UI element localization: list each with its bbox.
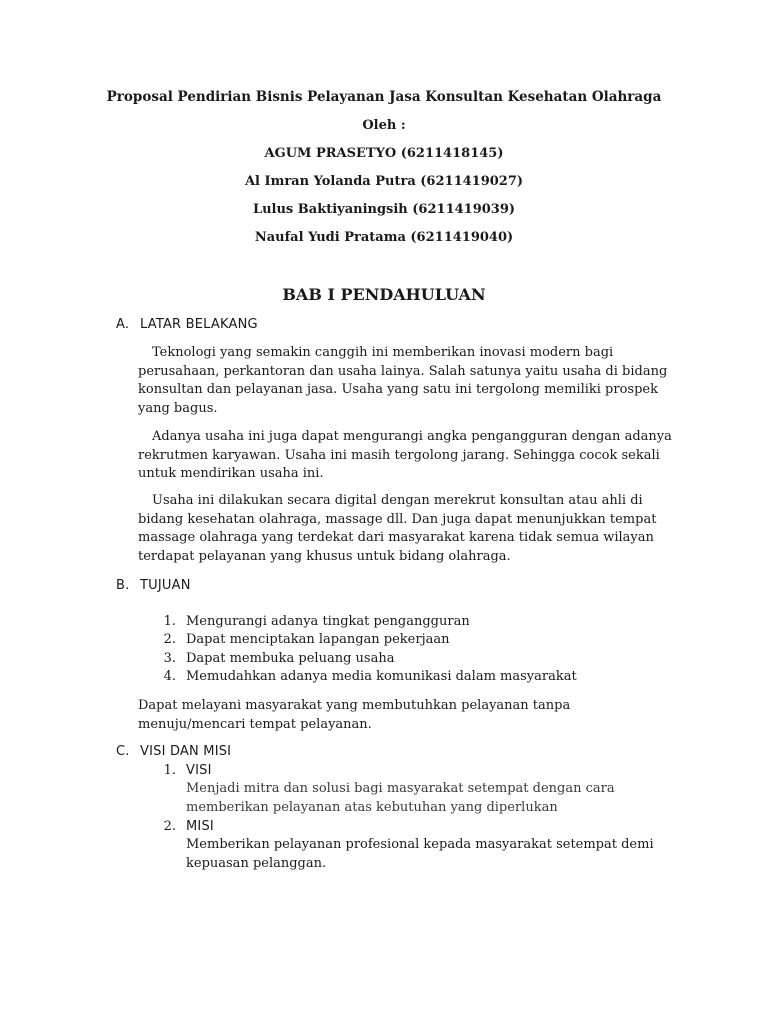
section-a-paragraph-2: Adanya usaha ini juga dapat mengurangi angka pengangguran dengan adanya rekrutmen karyawan. Usaha ini masih tergolong jarang. Sehingga cocok sekali untuk mendirikan usaha ini.: [138, 429, 672, 482]
section-b-marker: B.: [116, 578, 130, 593]
misi-text: Memberikan pelayanan profesional kepada masyarakat setempat demi kepuasan pelanggan.: [186, 837, 654, 871]
goal-3-text: Dapat membuka peluang usaha: [186, 651, 395, 666]
author-2: Al Imran Yolanda Putra (6211419027): [244, 174, 524, 189]
visi-number: 1.: [163, 763, 176, 778]
proposal-title: Proposal Pendirian Bisnis Pelayanan Jasa Konsultan Kesehatan Olahraga: [106, 89, 662, 105]
section-a-paragraph-1: Teknologi yang semakin canggih ini memberikan inovasi modern bagi perusahaan, perkantoran dan usaha lainya. Salah satunya yaitu usaha di bidang konsultan dan pelayanan jasa. Usaha yang satu ini tergolong memiliki prospek yang bagus.: [138, 345, 668, 416]
section-c-marker: C.: [116, 744, 130, 759]
section-c-heading: VISI DAN MISI: [140, 744, 232, 759]
goal-4-text: Memudahkan adanya media komunikasi dalam masyarakat: [186, 669, 577, 684]
chapter-title: BAB I PENDAHULUAN: [282, 285, 486, 304]
author-4: Naufal Yudi Pratama (6211419040): [254, 230, 514, 245]
goal-1-text: Mengurangi adanya tingkat pengangguran: [186, 614, 470, 629]
goal-3-number: 3.: [163, 651, 176, 666]
section-b-heading: TUJUAN: [140, 578, 191, 593]
misi-label: MISI: [186, 819, 214, 834]
goal-1-number: 1.: [163, 614, 176, 629]
section-a-heading: LATAR BELAKANG: [140, 317, 258, 332]
author-1: AGUM PRASETYO (6211418145): [264, 146, 504, 161]
section-b-closing: Dapat melayani masyarakat yang membutuhkan pelayanan tanpa menuju/mencari tempat pelayanan.: [138, 698, 571, 732]
goal-2-text: Dapat menciptakan lapangan pekerjaan: [186, 632, 450, 647]
section-a-marker: A.: [116, 317, 130, 332]
misi-number: 2.: [163, 819, 176, 834]
goal-4-number: 4.: [163, 669, 176, 684]
author-3: Lulus Baktiyaningsih (6211419039): [252, 202, 516, 217]
visi-label: VISI: [186, 763, 212, 778]
by-label: Oleh :: [362, 118, 406, 133]
section-a-paragraph-3: Usaha ini dilakukan secara digital dengan merekrut konsultan atau ahli di bidang kesehatan olahraga, massage dll. Dan juga dapat menunjukkan tempat massage olahraga yang terdekat dari masyarakat karena tidak semua wilayan terdapat pelayanan yang khusus untuk bidang olahraga.: [138, 493, 657, 564]
goal-2-number: 2.: [163, 632, 176, 647]
visi-text: Menjadi mitra dan solusi bagi masyarakat setempat dengan cara memberikan pelayanan atas kebutuhan yang diperlukan: [186, 781, 615, 815]
